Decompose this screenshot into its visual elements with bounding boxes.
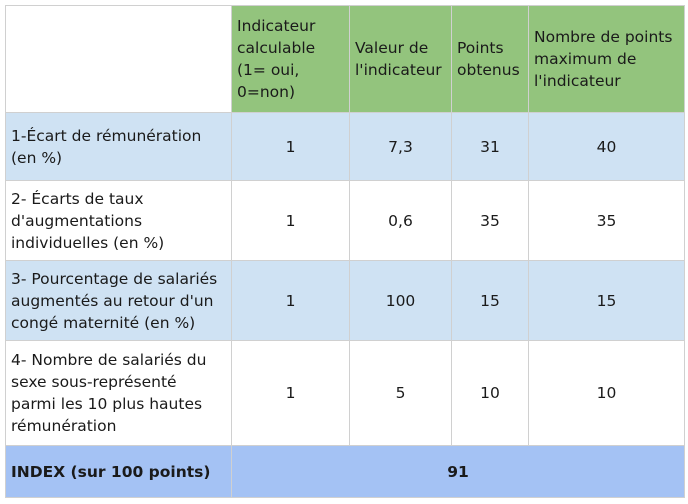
cell-points: 15 xyxy=(452,261,529,341)
cell-points: 10 xyxy=(452,341,529,446)
table-row xyxy=(6,181,685,261)
header-points: Points obtenus xyxy=(452,6,529,113)
cell-value: 100 xyxy=(350,261,452,341)
header-row xyxy=(6,6,685,113)
cell-calculable: 1 xyxy=(232,341,350,446)
cell-value: 5 xyxy=(350,341,452,446)
cell-max-points: 35 xyxy=(529,181,685,261)
cell-max-points: 10 xyxy=(529,341,685,446)
cell-calculable: 1 xyxy=(232,261,350,341)
cell-max-points: 40 xyxy=(529,113,685,181)
header-max-points: Nombre de points maximum de l'indicateur xyxy=(529,6,685,113)
cell-points: 31 xyxy=(452,113,529,181)
index-table xyxy=(5,5,685,498)
row-label: 3- Pourcentage de salariés augmentés au retour d'un congé maternité (en %) xyxy=(6,261,232,341)
row-label: 4- Nombre de salariés du sexe sous-représenté parmi les 10 plus hautes rémunération xyxy=(6,341,232,446)
header-corner-cell xyxy=(6,6,232,113)
table-row xyxy=(6,341,685,446)
cell-calculable: 1 xyxy=(232,181,350,261)
total-row xyxy=(6,446,685,498)
total-label: INDEX (sur 100 points) xyxy=(6,446,232,498)
cell-value: 0,6 xyxy=(350,181,452,261)
total-value: 91 xyxy=(232,446,685,498)
row-label: 2- Écarts de taux d'augmentations individuelles (en %) xyxy=(6,181,232,261)
row-label: 1-Écart de rémunération (en %) xyxy=(6,113,232,181)
cell-calculable: 1 xyxy=(232,113,350,181)
cell-points: 35 xyxy=(452,181,529,261)
header-value: Valeur de l'indicateur xyxy=(350,6,452,113)
cell-value: 7,3 xyxy=(350,113,452,181)
table-row xyxy=(6,261,685,341)
table-row xyxy=(6,113,685,181)
cell-max-points: 15 xyxy=(529,261,685,341)
header-calculable: Indicateur calculable (1= oui, 0=non) xyxy=(232,6,350,113)
